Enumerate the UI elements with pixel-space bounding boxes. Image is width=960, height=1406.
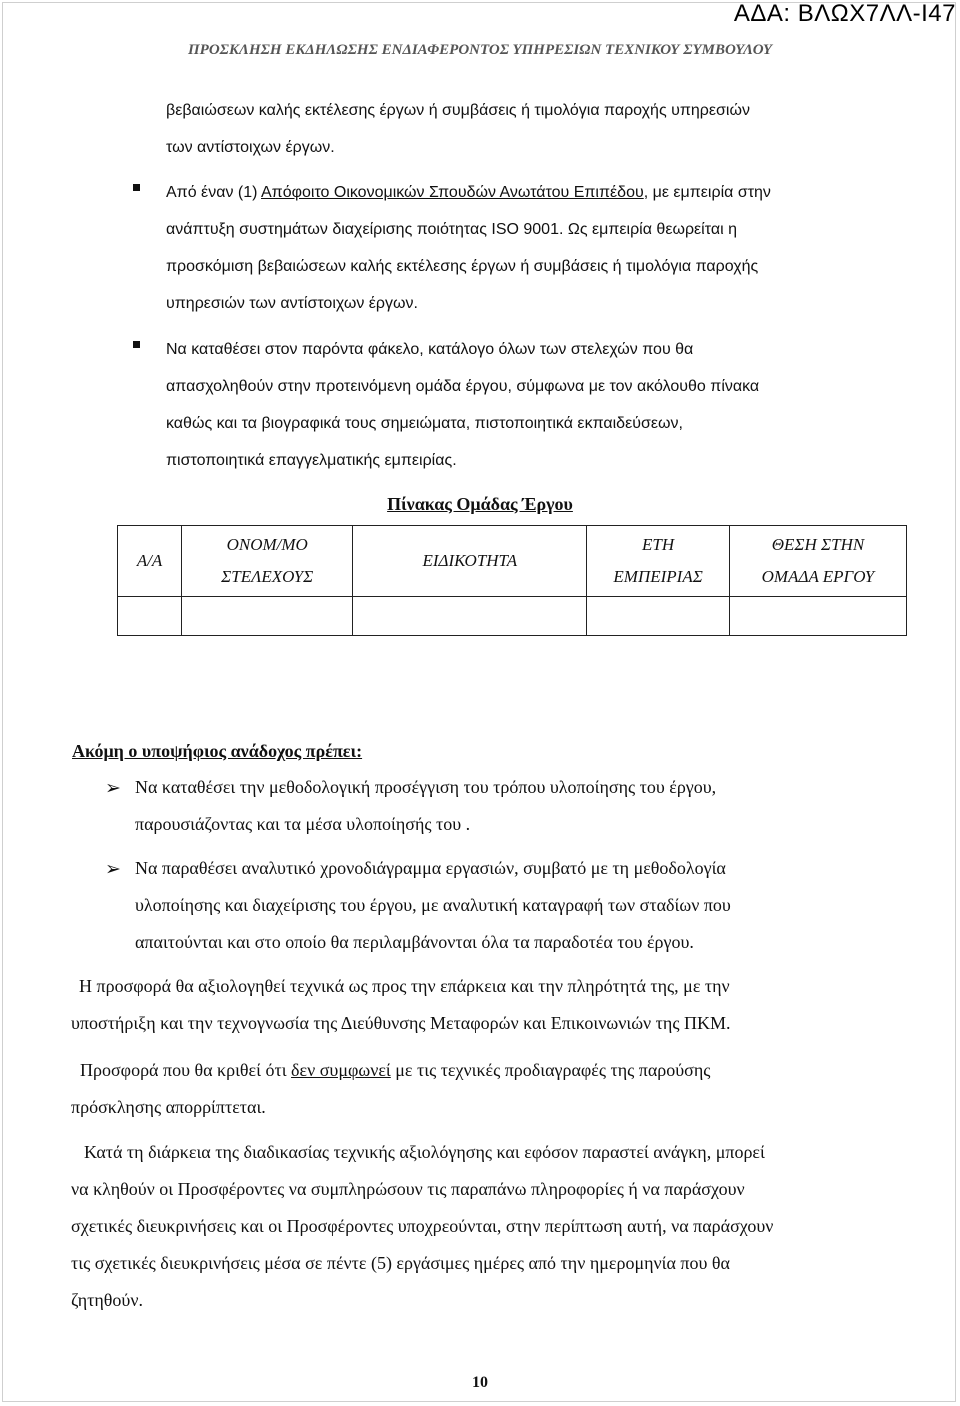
col-specialty-label: ΕΙΔΙΚΟΤΗΤΑ bbox=[422, 551, 518, 570]
document-header: ΠΡΟΣΚΛΗΣΗ ΕΚΔΗΛΩΣΗΣ ΕΝΔΙΑΦΕΡΟΝΤΟΣ ΥΠΗΡΕΣΙΩΝ ΤΕΧΝΙΚΟΥ ΣΥΜΒΟΥΛΟΥ bbox=[188, 42, 772, 58]
col-position-label: ΘΕΣΗ ΣΤΗΝ bbox=[771, 535, 865, 554]
page-number: 10 bbox=[472, 1374, 488, 1391]
col-aa bbox=[118, 526, 182, 597]
bullet-line: ανάπτυξη συστημάτων διαχείρισης ποιότητας ISO 9001. Ως εμπειρία θεωρείται η bbox=[166, 221, 737, 238]
intro-line: βεβαιώσεων καλής εκτέλεσης έργων ή συμβάσεις ή τιμολόγια παροχής υπηρεσιών bbox=[166, 102, 750, 119]
requirement-methodology bbox=[135, 769, 901, 843]
table-cell bbox=[729, 597, 906, 636]
ada-code: ΑΔΑ: ΒΛΩΧ7ΛΛ-Ι47 bbox=[733, 0, 956, 27]
col-years-label: ΕΤΗ bbox=[642, 535, 675, 554]
table-header-row bbox=[118, 526, 907, 597]
team-table-title: Πίνακας Ομάδας Έργου bbox=[387, 494, 573, 514]
requirement-line: παρουσιάζοντας και τα μέσα υλοποίησής του . bbox=[135, 814, 471, 834]
col-years bbox=[587, 526, 730, 597]
table-cell bbox=[353, 597, 587, 636]
intro-line: των αντίστοιχων έργων. bbox=[166, 139, 335, 156]
paragraph-line: ζητηθούν. bbox=[71, 1290, 143, 1310]
col-years-label: ΕΜΠΕΙΡΙΑΣ bbox=[613, 567, 703, 586]
bullet-economist bbox=[166, 174, 902, 322]
paragraph-line: σχετικές διευκρινήσεις και οι Προσφέροντες υποχρεούνται, στην περίπτωση αυτή, να παράσχουν bbox=[71, 1216, 774, 1236]
col-position-label: ΟΜΑΔΑ ΕΡΓΟΥ bbox=[761, 567, 875, 586]
evaluation-paragraph bbox=[71, 968, 903, 1042]
team-table bbox=[117, 525, 907, 636]
bullet-line: απασχοληθούν στην προτεινόμενη ομάδα έργου, σύμφωνα με τον ακόλουθο πίνακα bbox=[166, 378, 760, 395]
paragraph-text: Προσφορά που θα κριθεί ότι bbox=[80, 1060, 292, 1080]
clarification-paragraph bbox=[71, 1134, 903, 1319]
col-specialty bbox=[353, 526, 587, 597]
paragraph-line: τις σχετικές διευκρινήσεις μέσα σε πέντε (5) εργάσιμες ημέρες από την ημερομηνία που θα bbox=[71, 1253, 730, 1273]
table-row bbox=[118, 597, 907, 636]
paragraph-line: Κατά τη διάρκεια της διαδικασίας τεχνικής αξιολόγησης και εφόσον παραστεί ανάγκη, μπορεί bbox=[84, 1142, 765, 1162]
bullet-line: Να καταθέσει στον παρόντα φάκελο, κατάλογο όλων των στελεχών που θα bbox=[166, 341, 694, 358]
requirements-heading: Ακόμη ο υποψήφιος ανάδοχος πρέπει: bbox=[72, 741, 363, 761]
bullet-text: Από έναν (1) bbox=[166, 184, 261, 201]
paragraph-line: πρόσκλησης απορρίπτεται. bbox=[71, 1097, 266, 1117]
bullet-line: προσκόμιση βεβαιώσεων καλής εκτέλεσης έργων ή συμβάσεις ή τιμολόγια παροχής bbox=[166, 258, 759, 275]
col-position bbox=[729, 526, 906, 597]
table-cell bbox=[182, 597, 353, 636]
bullet-text: , με εμπειρία στην bbox=[643, 184, 771, 201]
paragraph-line: υποστήριξη και την τεχνογνωσία της Διεύθυνσης Μεταφορών και Επικοινωνιών της ΠΚΜ. bbox=[71, 1013, 731, 1033]
paragraph-text: με τις τεχνικές προδιαγραφές της παρούσης bbox=[390, 1060, 711, 1080]
requirement-line: Να καταθέσει την μεθοδολογική προσέγγιση του τρόπου υλοποίησης του έργου, bbox=[135, 777, 717, 797]
arrow-bullet-icon: ➢ bbox=[105, 858, 121, 880]
paragraph-line: Η προσφορά θα αξιολογηθεί τεχνικά ως προς την επάρκεια και την πληρότητά της, με την bbox=[79, 976, 730, 996]
paragraph-underlined-text: δεν συμφωνεί bbox=[291, 1060, 391, 1080]
bullet-line: υπηρεσιών των αντίστοιχων έργων. bbox=[166, 295, 418, 312]
bullet-team-list bbox=[166, 331, 902, 479]
table-cell bbox=[118, 597, 182, 636]
col-name bbox=[182, 526, 353, 597]
bullet-underlined-text: Απόφοιτο Οικονομικών Σπουδών Ανωτάτου Επιπέδου bbox=[261, 184, 644, 201]
requirement-line: υλοποίησης και διαχείρισης του έργου, με αναλυτική καταγραφή των σταδίων που bbox=[135, 895, 731, 915]
col-name-label: ΟΝΟΜ/ΜΟ bbox=[226, 535, 308, 554]
col-aa-label: Α/Α bbox=[136, 551, 163, 570]
intro-text bbox=[166, 92, 902, 166]
square-bullet-icon bbox=[133, 184, 140, 191]
paragraph-line: να κληθούν οι Προσφέροντες να συμπληρώσουν τις παραπάνω πληροφορίες ή να παράσχουν bbox=[71, 1179, 745, 1199]
requirement-schedule bbox=[135, 850, 901, 961]
col-name-label: ΣΤΕΛΕΧΟΥΣ bbox=[221, 567, 314, 586]
square-bullet-icon bbox=[133, 341, 140, 348]
bullet-line: πιστοποιητικά επαγγελματικής εμπειρίας. bbox=[166, 452, 457, 469]
bullet-line bbox=[166, 174, 902, 211]
rejection-paragraph bbox=[71, 1052, 903, 1126]
table-cell bbox=[587, 597, 730, 636]
arrow-bullet-icon: ➢ bbox=[105, 777, 121, 799]
bullet-line: καθώς και τα βιογραφικά τους σημειώματα, πιστοποιητικά εκπαιδεύσεων, bbox=[166, 415, 683, 432]
requirement-line: Να παραθέσει αναλυτικό χρονοδιάγραμμα εργασιών, συμβατό με τη μεθοδολογία bbox=[135, 858, 726, 878]
requirement-line: απαιτούνται και στο οποίο θα περιλαμβάνονται όλα τα παραδοτέα του έργου. bbox=[135, 932, 694, 952]
paragraph-line bbox=[71, 1052, 903, 1089]
